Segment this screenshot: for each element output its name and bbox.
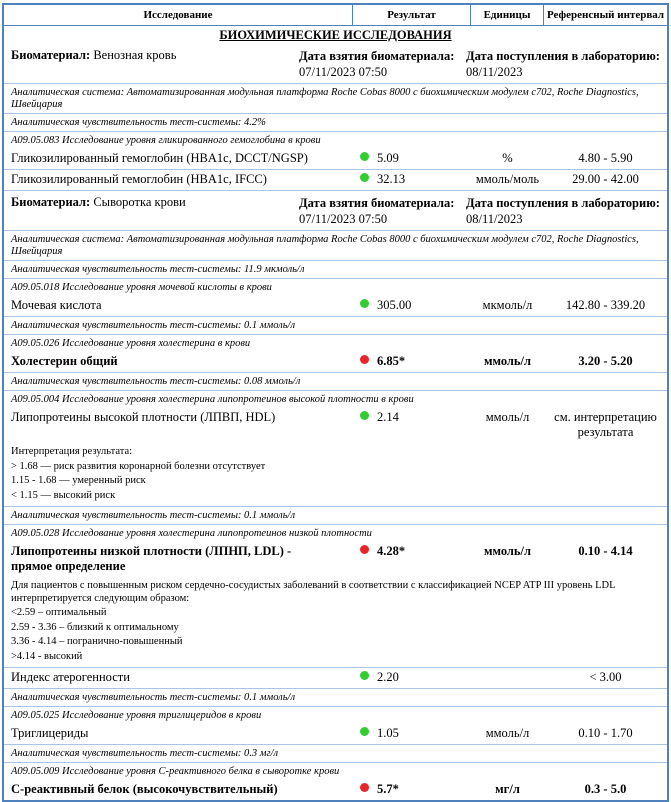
sensitivity-note: Аналитическая чувствительность тест-системы: 0.1 ммоль/л (11, 320, 296, 331)
analytical-system-note: Аналитическая система: Автоматизированная модульная платформа Roche Cobas 8000 с биохимическим модулем c702, Roche Diagnostics, Швейцария (11, 234, 639, 257)
result-value: 32.13 (377, 172, 406, 186)
date-received-cell (466, 195, 667, 227)
test-name (4, 544, 353, 574)
sensitivity-note: Аналитическая чувствительность тест-системы: 11.9 мкмоль/л (11, 264, 305, 275)
interpretation-line: >4.14 - высокий (11, 650, 83, 662)
lab-results-table (2, 3, 669, 802)
test-code: A09.05.004 Исследование уровня холестерина липопротеинов высокой плотности в крови (11, 394, 414, 405)
biomaterial-value: Сыворотка крови (93, 195, 186, 209)
interpretation-line: 1.15 - 1.68 — умеренный риск (11, 475, 146, 486)
biomaterial-label: Биоматериал: (11, 48, 91, 62)
test-reference: 3.20 - 5.20 (578, 354, 633, 368)
test-units: ммоль/л (483, 354, 532, 368)
test-result-cell (353, 354, 471, 369)
date-received-label: Дата поступления в лабораторию: (466, 196, 660, 210)
status-dot-abnormal-icon (360, 545, 369, 554)
date-taken-cell (299, 195, 466, 227)
date-taken-value: 07/11/2023 07:50 (299, 212, 388, 226)
interpretation-title: Интерпретация результата: (11, 446, 133, 457)
test-reference: 0.10 - 1.70 (578, 726, 633, 740)
test-units: % (502, 151, 513, 165)
test-row-ldl (4, 542, 667, 577)
test-result-cell (353, 410, 471, 425)
status-dot-abnormal-icon (360, 783, 369, 792)
biomaterial-label: Биоматериал: (11, 195, 91, 209)
test-name: С-реактивный белок (высокочувствительный) (11, 782, 278, 796)
test-name: Триглицериды (11, 726, 89, 740)
test-units: мг/л (495, 782, 520, 796)
test-row-hdl (4, 408, 667, 443)
section-title (4, 26, 667, 44)
interpretation-line: <2.59 – оптимальный (11, 607, 107, 618)
test-row-cholesterol (4, 352, 667, 372)
test-reference: см. интерпретацию результата (554, 410, 657, 439)
status-dot-normal-icon (360, 671, 369, 680)
test-row-hba1c-ifcc (4, 169, 667, 190)
test-code: A09.05.026 Исследование уровня холестерина в крови (11, 338, 251, 349)
test-result-cell (353, 670, 471, 685)
sensitivity-note: Аналитическая чувствительность тест-системы: 0.1 ммоль/л (11, 510, 296, 521)
test-code: A09.05.009 Исследование уровня С-реактивного белка в сыворотке крови (11, 766, 340, 777)
test-units: ммоль/моль (475, 172, 540, 186)
test-result-cell (353, 298, 471, 313)
test-name: Мочевая кислота (11, 298, 102, 312)
date-taken-cell (299, 48, 466, 80)
status-dot-normal-icon (360, 299, 369, 308)
test-row-uric-acid (4, 296, 667, 316)
test-reference: 142.80 - 339.20 (565, 298, 646, 312)
date-taken-label: Дата взятия биоматериала: (299, 196, 455, 210)
interpretation-line: > 1.68 — риск развития коронарной болезни отсутствует (11, 460, 266, 472)
result-value: 1.05 (377, 726, 399, 740)
column-header-test: Исследование (4, 5, 353, 25)
test-code: A09.05.025 Исследование уровня триглицеридов в крови (11, 710, 262, 721)
test-reference: 0.3 - 5.0 (584, 782, 627, 796)
test-reference: < 3.00 (589, 670, 622, 684)
test-code: A09.05.083 Исследование уровня гликированного гемоглобина в крови (11, 135, 321, 146)
date-received-label: Дата поступления в лабораторию: (466, 49, 660, 63)
biomaterial-row-venous-blood (4, 44, 667, 83)
test-units: мкмоль/л (482, 298, 533, 312)
date-received-value: 08/11/2023 (466, 212, 523, 226)
sensitivity-note: Аналитическая чувствительность тест-системы: 4.2% (11, 117, 266, 128)
result-value: 4.28* (377, 544, 406, 558)
section-title-text: БИОХИМИЧЕСКИЕ ИССЛЕДОВАНИЯ (219, 28, 452, 42)
status-dot-normal-icon (360, 152, 369, 161)
result-value: 5.09 (377, 151, 399, 165)
test-row-crp (4, 780, 667, 800)
result-value: 305.00 (377, 298, 412, 312)
biomaterial-value: Венозная кровь (93, 48, 177, 62)
test-row-hba1c-dcct (4, 149, 667, 169)
column-header-result: Результат (353, 5, 471, 25)
status-dot-normal-icon (360, 411, 369, 420)
test-row-atherogenic-index (4, 667, 667, 688)
test-reference: 29.00 - 42.00 (572, 172, 639, 186)
test-result-cell (353, 151, 471, 166)
interpretation-intro: Для пациентов с повышенным риском сердечно-сосудистых заболеваний в соответствии с классификацией NCEP ATP III уровень LDL интерпретируется следующим образом: (11, 580, 616, 604)
test-units: ммоль/л (483, 544, 532, 558)
test-reference: 0.10 - 4.14 (578, 544, 633, 558)
test-result-cell (353, 782, 471, 797)
date-received-cell (466, 48, 667, 80)
interpretation-line: < 1.15 — высокий риск (11, 489, 116, 501)
result-value: 2.14 (377, 410, 399, 424)
test-units: ммоль/л (485, 726, 530, 740)
biomaterial-cell (4, 195, 299, 210)
biomaterial-row-serum (4, 190, 667, 230)
result-value: 5.7* (377, 782, 399, 796)
sensitivity-note: Аналитическая чувствительность тест-системы: 0.1 ммоль/л (11, 692, 296, 703)
table-header-row (4, 5, 667, 26)
test-reference: 4.80 - 5.90 (578, 151, 633, 165)
status-dot-normal-icon (360, 173, 369, 182)
test-name: Гликозилированный гемоглобин (HBA1c, DCCT/NGSP) (11, 151, 308, 165)
test-result-cell (353, 544, 471, 559)
date-received-value: 08/11/2023 (466, 65, 523, 79)
analytical-system-note: Аналитическая система: Автоматизированная модульная платформа Roche Cobas 8000 с биохимическим модулем c702, Roche Diagnostics, Швейцария (11, 87, 639, 110)
column-header-units: Единицы (471, 5, 544, 25)
sensitivity-note: Аналитическая чувствительность тест-системы: 0.3 мг/л (11, 748, 279, 759)
interpretation-line: 2.59 - 3.36 – близкий к оптимальному (11, 621, 179, 633)
column-header-reference: Референсный интервал (546, 9, 665, 21)
test-result-cell (353, 172, 471, 187)
test-row-triglycerides (4, 724, 667, 744)
result-value: 6.85* (377, 354, 406, 368)
test-name: Гликозилированный гемоглобин (HBA1c, IFCC) (11, 172, 267, 186)
status-dot-abnormal-icon (360, 355, 369, 364)
test-code: A09.05.018 Исследование уровня мочевой кислоты в крови (11, 282, 272, 293)
test-name: Холестерин общий (11, 354, 118, 368)
test-name: Индекс атерогенности (11, 670, 130, 684)
sensitivity-note: Аналитическая чувствительность тест-системы: 0.08 ммоль/л (11, 376, 301, 387)
test-name-line1: Липопротеины низкой плотности (ЛПНП, LDL) - (11, 544, 292, 558)
test-result-cell (353, 726, 471, 741)
date-taken-label: Дата взятия биоматериала: (299, 49, 455, 63)
interpretation-line: 3.36 - 4.14 – погранично-повышенный (11, 636, 183, 647)
date-taken-value: 07/11/2023 07:50 (299, 65, 388, 79)
test-name-line2: прямое определение (11, 559, 126, 573)
biomaterial-cell (4, 48, 299, 63)
test-code: A09.05.028 Исследование уровня холестерина липопротеинов низкой плотности (11, 528, 372, 539)
test-units: ммоль/л (485, 410, 530, 424)
result-value: 2.20 (377, 670, 399, 684)
status-dot-normal-icon (360, 727, 369, 736)
test-name: Липопротеины высокой плотности (ЛПВП, HDL) (11, 410, 276, 424)
